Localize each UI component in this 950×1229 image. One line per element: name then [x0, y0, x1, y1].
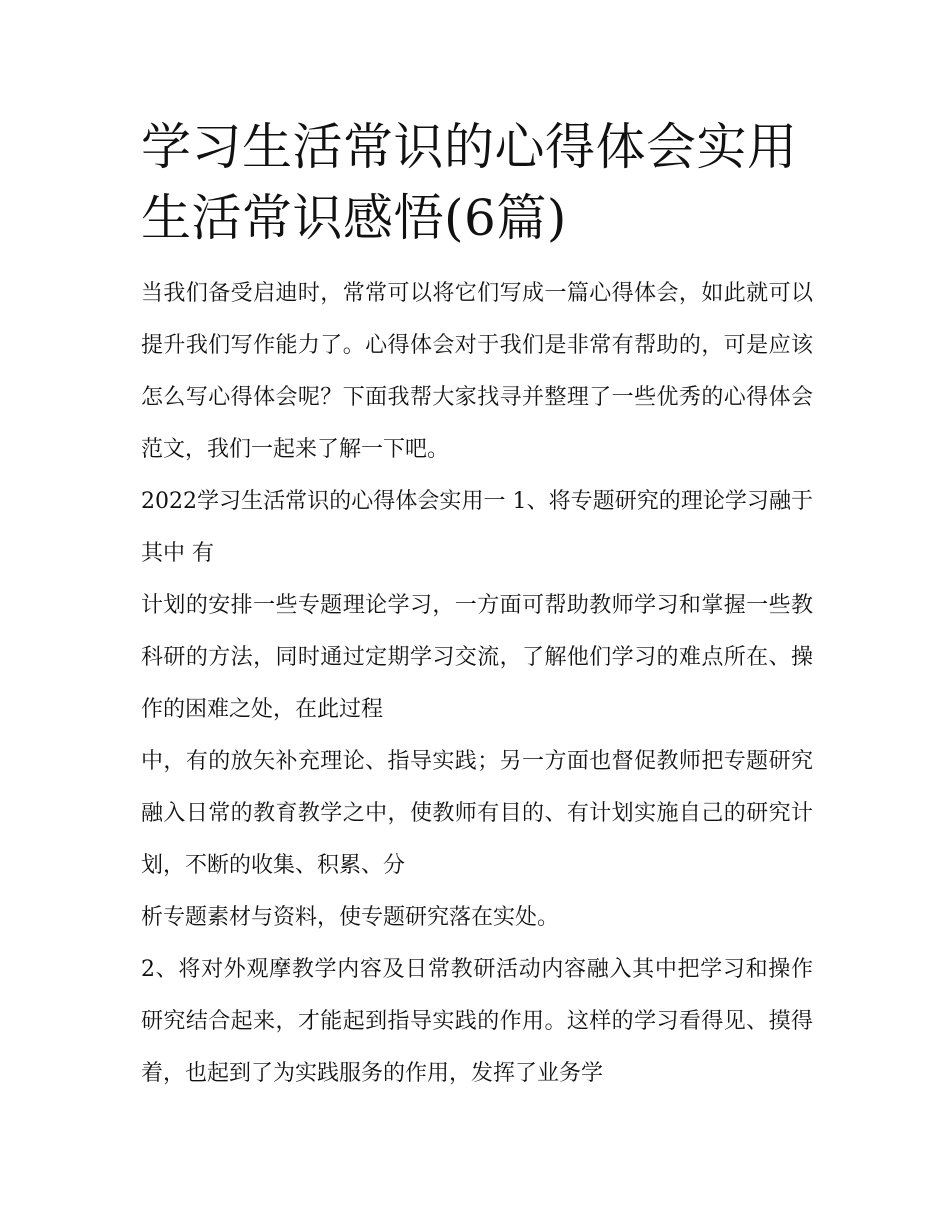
paragraph-section-two: 2、将对外观摩教学内容及日常教研活动内容融入其中把学习和操作研究结合起来，才能起到指导实践的作用。这样的学习看得见、摸得着，也起到了为实践服务的作用，发挥了业务学: [141, 957, 813, 1086]
paragraph-practice-guidance: 中，有的放矢补充理论、指导实践；另一方面也督促教师把专题研究融入日常的教育教学之中，使教师有目的、有计划实施自己的研究计划，不断的收集、积累、分: [141, 749, 813, 878]
paragraph-material-analysis: 析专题素材与资料，使专题研究落在实处。: [141, 905, 560, 930]
paragraph-theory-study: 计划的安排一些专题理论学习，一方面可帮助教师学习和掌握一些教科研的方法，同时通过定期学习交流，了解他们学习的难点所在、操作的困难之处，在此过程: [141, 593, 813, 722]
document-page: [141, 112, 813, 1100]
document-title: 学习生活常识的心得体会实用生活常识感悟(6篇): [141, 118, 798, 247]
paragraph-section-one-heading: 2022学习生活常识的心得体会实用一 1、将专题研究的理论学习融于其中 有: [141, 489, 813, 566]
paragraph-intro: 当我们备受启迪时，常常可以将它们写成一篇心得体会，如此就可以提升我们写作能力了。心得体会对于我们是非常有帮助的，可是应该怎么写心得体会呢？下面我帮大家找寻并整理了一些优秀的心得体会范文，我们一起来了解一下吧。: [141, 281, 813, 462]
